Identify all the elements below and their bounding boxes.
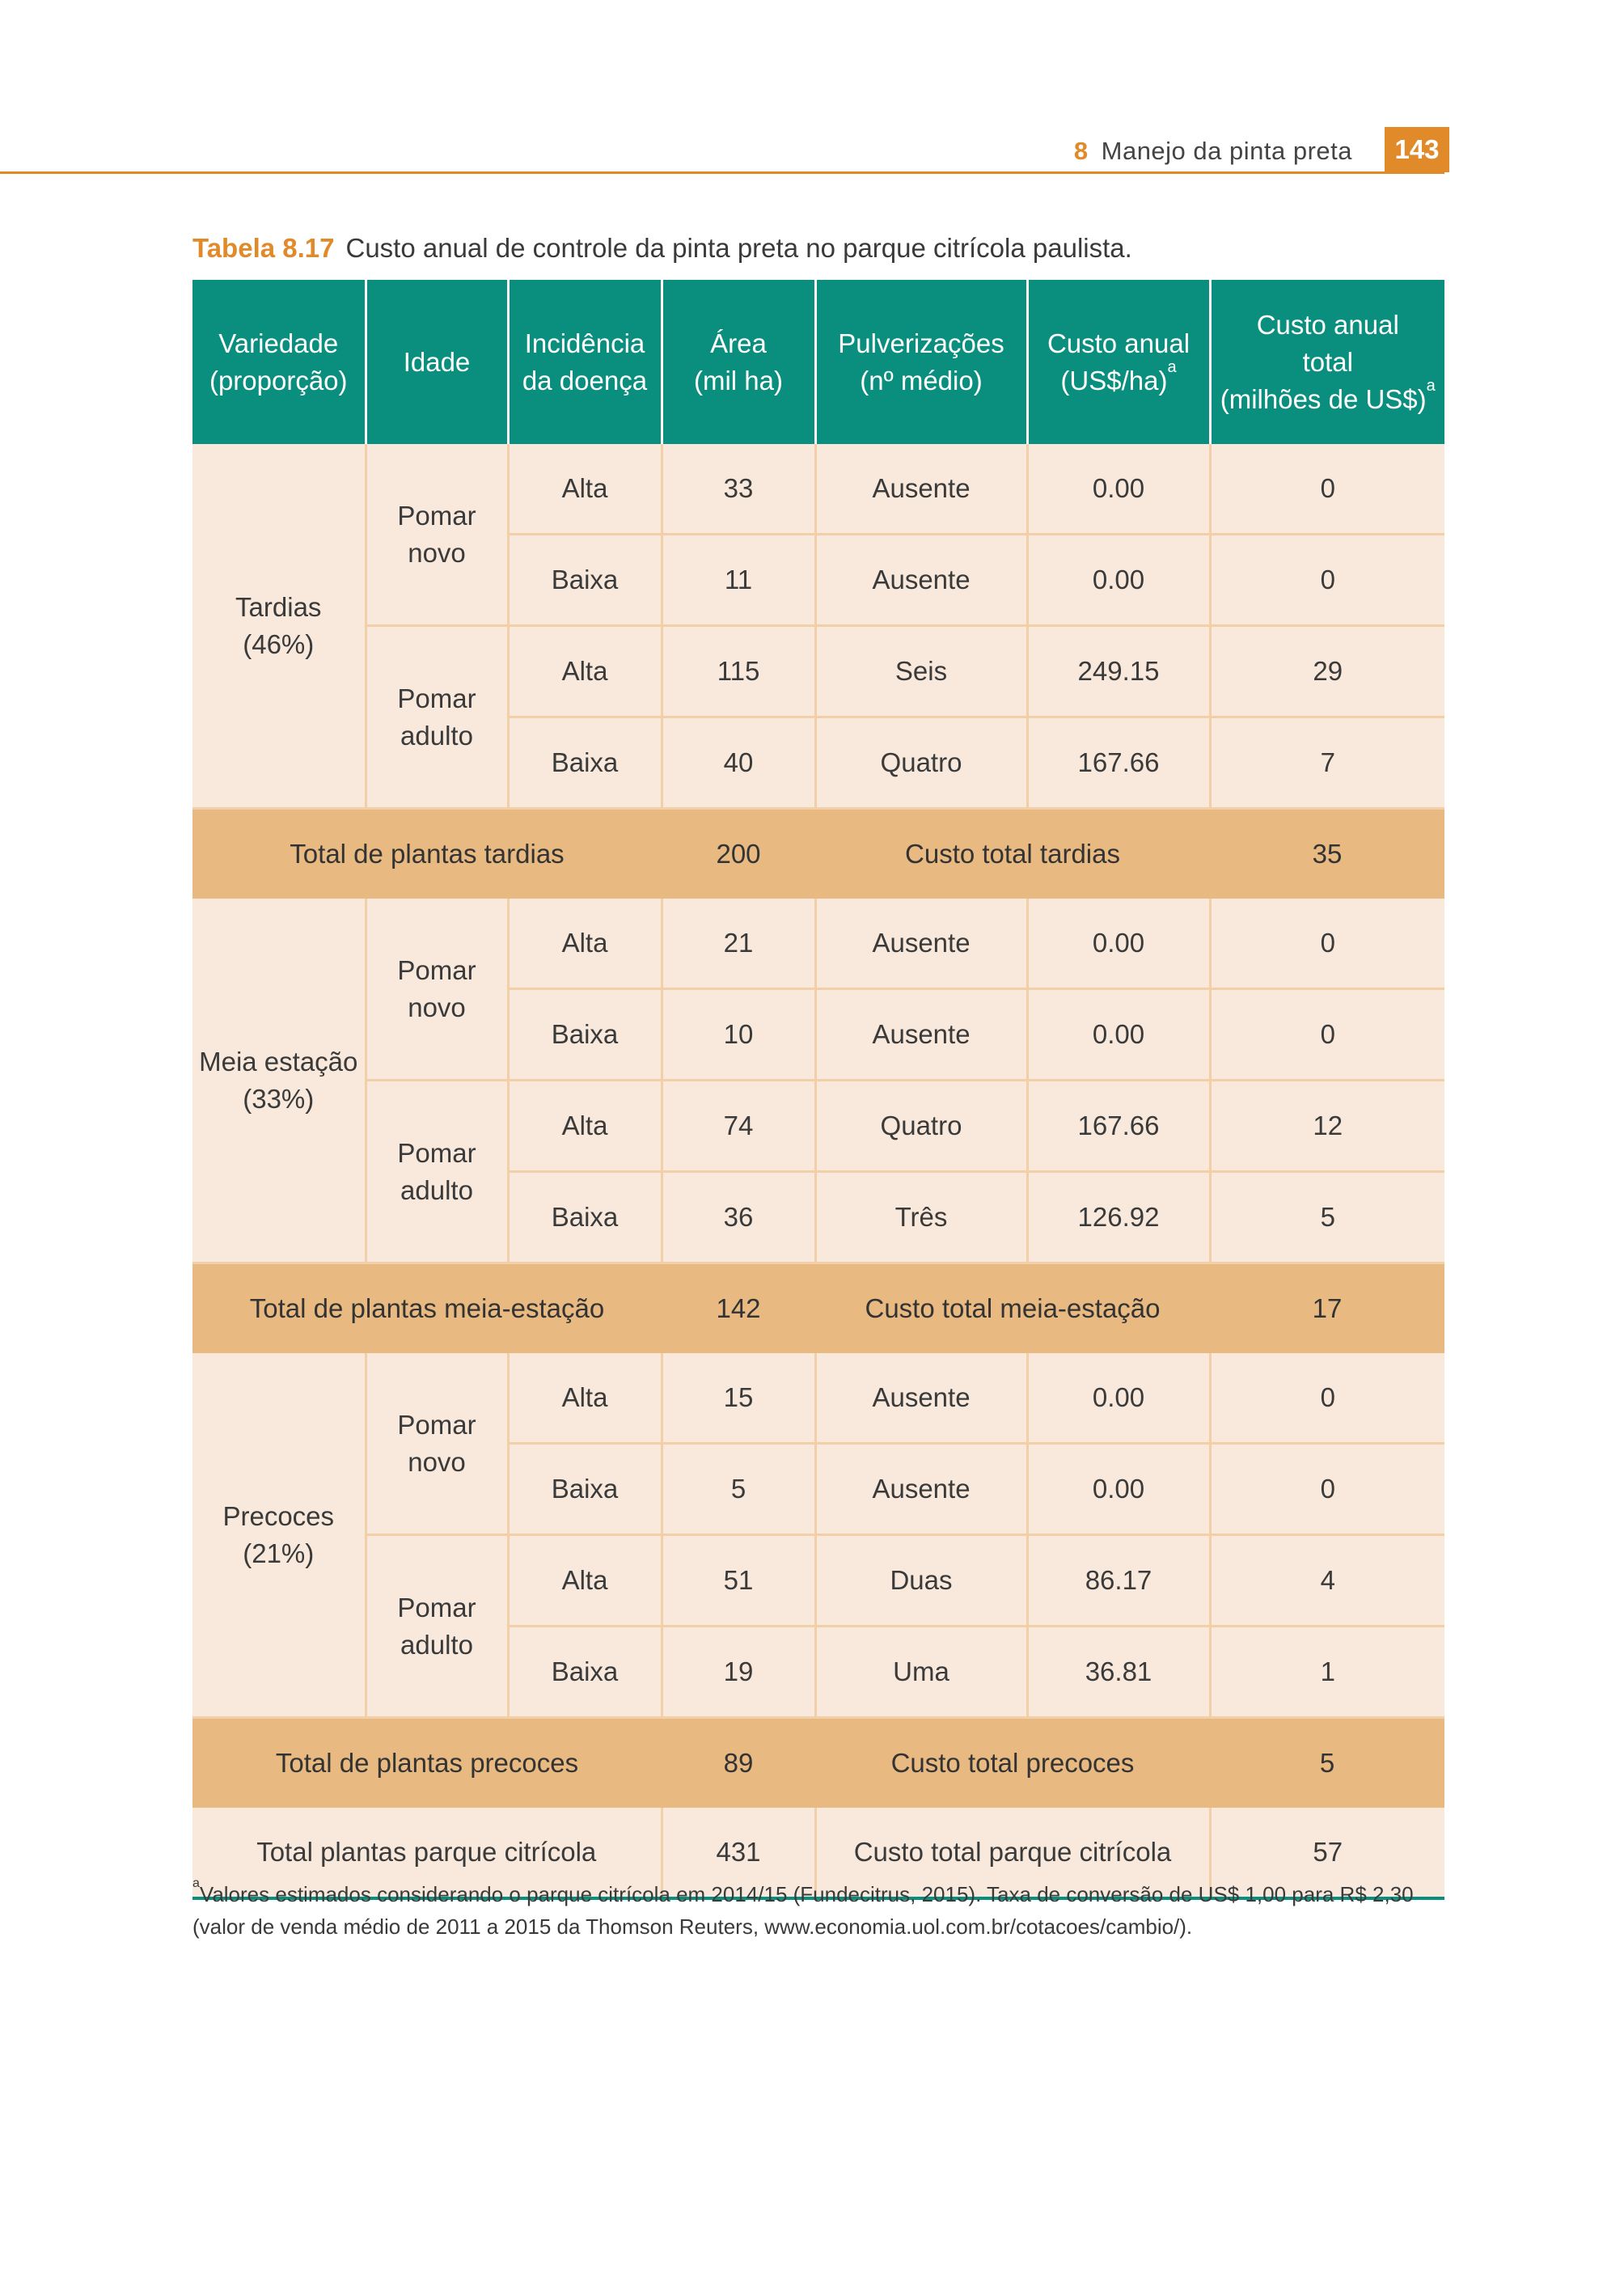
- table-row: [192, 444, 1444, 535]
- column-header: [815, 280, 1027, 444]
- variety-label: Precoces: [222, 1500, 335, 1531]
- footnote-text: Valores estimados considerando o parque citrícola em 2014/15 (Fundecitrus, 2015). Taxa de conversão de US$ 1,00 para R$ 2,30 (valor de venda médio de 2011 a 2015 da Thomson Reuters, www.economia.uol.com.br/cotacoes/cambio/).: [192, 1882, 1414, 1939]
- age-label: Pomar: [397, 1137, 476, 1168]
- column-header-line: (mil ha): [693, 365, 783, 396]
- subtotal-cost: 35: [1210, 809, 1444, 899]
- cost-total-cell: 5: [1210, 1172, 1444, 1263]
- cost-per-ha-cell: 126.92: [1027, 1172, 1210, 1263]
- age-label: adulto: [400, 720, 473, 751]
- age-cell: [366, 1353, 508, 1535]
- age-label: novo: [408, 1446, 466, 1477]
- table-body: [192, 444, 1444, 1898]
- sprays-cell: Ausente: [815, 535, 1027, 626]
- cost-per-ha-cell: 249.15: [1027, 626, 1210, 717]
- age-label: Pomar: [397, 954, 476, 985]
- grand-total-cost-label: Custo total parque citrícola: [815, 1808, 1210, 1898]
- sprays-cell: Uma: [815, 1627, 1027, 1718]
- cost-total-cell: 0: [1210, 899, 1444, 989]
- age-cell: [366, 899, 508, 1081]
- area-cell: 10: [662, 989, 815, 1081]
- cost-total-cell: 0: [1210, 535, 1444, 626]
- column-header-line: Variedade: [218, 328, 339, 358]
- chapter-title: Manejo da pinta preta: [1101, 137, 1352, 165]
- subtotal-label: Total de plantas meia-estação: [192, 1263, 662, 1354]
- cost-total-cell: 0: [1210, 989, 1444, 1081]
- sprays-cell: Ausente: [815, 1353, 1027, 1444]
- variety-cell: [192, 1353, 366, 1718]
- subtotal-label: Total de plantas tardias: [192, 809, 662, 899]
- area-cell: 36: [662, 1172, 815, 1263]
- incidence-cell: Alta: [508, 1535, 662, 1627]
- subtotal-row: [192, 809, 1444, 899]
- table-caption: [192, 233, 1132, 264]
- table-row: [192, 1353, 1444, 1444]
- subtotal-cost: 5: [1210, 1718, 1444, 1809]
- subtotal-label: Total de plantas precoces: [192, 1718, 662, 1809]
- area-cell: 19: [662, 1627, 815, 1718]
- incidence-cell: Baixa: [508, 1172, 662, 1263]
- footnote-marker: a: [192, 1876, 200, 1891]
- cost-per-ha-cell: 0.00: [1027, 989, 1210, 1081]
- cost-per-ha-cell: 0.00: [1027, 535, 1210, 626]
- area-cell: 115: [662, 626, 815, 717]
- area-cell: 11: [662, 535, 815, 626]
- incidence-cell: Baixa: [508, 1627, 662, 1718]
- column-header: [366, 280, 508, 444]
- variety-proportion: (33%): [243, 1083, 315, 1114]
- sprays-cell: Quatro: [815, 717, 1027, 809]
- area-cell: 15: [662, 1353, 815, 1444]
- cost-per-ha-cell: 0.00: [1027, 899, 1210, 989]
- age-label: adulto: [400, 1629, 473, 1660]
- cost-per-ha-cell: 86.17: [1027, 1535, 1210, 1627]
- variety-label: Tardias (46%): [235, 591, 322, 659]
- running-header: [1074, 131, 1352, 171]
- column-header: [1210, 280, 1444, 444]
- age-cell: [366, 1081, 508, 1263]
- age-label: Pomar: [397, 1409, 476, 1440]
- cost-total-cell: 0: [1210, 1444, 1444, 1535]
- sprays-cell: Ausente: [815, 989, 1027, 1081]
- subtotal-area: 200: [662, 809, 815, 899]
- subtotal-row: [192, 1263, 1444, 1354]
- subtotal-area: 89: [662, 1718, 815, 1809]
- variety-cell: [192, 444, 366, 809]
- column-header-line: Custo anual: [1256, 309, 1399, 340]
- age-label: novo: [408, 537, 466, 568]
- table-row: [192, 1081, 1444, 1172]
- age-cell: [366, 1535, 508, 1718]
- table-title: Custo anual de controle da pinta preta no parque citrícola paulista.: [345, 233, 1132, 263]
- area-cell: 5: [662, 1444, 815, 1535]
- incidence-cell: Alta: [508, 626, 662, 717]
- subtotal-area: 142: [662, 1263, 815, 1354]
- sprays-cell: Seis: [815, 626, 1027, 717]
- subtotal-row: [192, 1718, 1444, 1809]
- area-cell: 51: [662, 1535, 815, 1627]
- column-header-line: Idade: [403, 346, 471, 377]
- age-label: Pomar: [397, 500, 476, 531]
- table-header-row: [192, 280, 1444, 444]
- cost-total-cell: 12: [1210, 1081, 1444, 1172]
- sprays-cell: Ausente: [815, 444, 1027, 535]
- footnote-ref: a: [1426, 376, 1436, 395]
- cost-per-ha-cell: 167.66: [1027, 717, 1210, 809]
- age-label: novo: [408, 992, 466, 1022]
- column-header-line: total: [1302, 346, 1353, 377]
- cost-per-ha-cell: 167.66: [1027, 1081, 1210, 1172]
- column-header: [662, 280, 815, 444]
- table-row: [192, 1535, 1444, 1627]
- subtotal-cost-label: Custo total tardias: [815, 809, 1210, 899]
- cost-total-cell: 0: [1210, 444, 1444, 535]
- column-header-line: (nº médio): [860, 365, 983, 396]
- cost-total-cell: 7: [1210, 717, 1444, 809]
- cost-total-cell: 0: [1210, 1353, 1444, 1444]
- area-cell: 74: [662, 1081, 815, 1172]
- age-cell: [366, 626, 508, 809]
- area-cell: 40: [662, 717, 815, 809]
- column-header-line: Incidência: [524, 328, 645, 358]
- grand-total-label: Total plantas parque citrícola: [192, 1808, 662, 1898]
- incidence-cell: Baixa: [508, 535, 662, 626]
- cost-total-cell: 1: [1210, 1627, 1444, 1718]
- sprays-cell: Duas: [815, 1535, 1027, 1627]
- variety-proportion: (21%): [243, 1538, 315, 1568]
- cost-per-ha-cell: 0.00: [1027, 1444, 1210, 1535]
- sprays-cell: Três: [815, 1172, 1027, 1263]
- age-label: Pomar: [397, 683, 476, 713]
- cost-per-ha-cell: 0.00: [1027, 444, 1210, 535]
- incidence-cell: Alta: [508, 1081, 662, 1172]
- chapter-number: 8: [1073, 137, 1089, 165]
- column-header-line: Área: [710, 328, 767, 358]
- column-header-line: (milhões de US$): [1220, 383, 1427, 414]
- sprays-cell: Quatro: [815, 1081, 1027, 1172]
- incidence-cell: Baixa: [508, 1444, 662, 1535]
- sprays-cell: Ausente: [815, 899, 1027, 989]
- cost-per-ha-cell: 0.00: [1027, 1353, 1210, 1444]
- area-cell: 33: [662, 444, 815, 535]
- column-header: [508, 280, 662, 444]
- age-label: Pomar: [397, 1592, 476, 1622]
- footnote-ref: a: [1167, 357, 1177, 376]
- incidence-cell: Alta: [508, 444, 662, 535]
- column-header-line: da doença: [522, 365, 648, 396]
- incidence-cell: Baixa: [508, 989, 662, 1081]
- subtotal-cost-label: Custo total precoces: [815, 1718, 1210, 1809]
- header-rule: [0, 171, 1444, 174]
- column-header-line: (US$/ha): [1060, 365, 1168, 396]
- table-footnote: [192, 1878, 1454, 1943]
- cost-per-ha-cell: 36.81: [1027, 1627, 1210, 1718]
- incidence-cell: Alta: [508, 1353, 662, 1444]
- cost-table: [192, 280, 1444, 1900]
- subtotal-cost: 17: [1210, 1263, 1444, 1354]
- grand-total-area: 431: [662, 1808, 815, 1898]
- table-row: [192, 899, 1444, 989]
- age-label: adulto: [400, 1174, 473, 1205]
- subtotal-cost-label: Custo total meia-estação: [815, 1263, 1210, 1354]
- cost-total-cell: 4: [1210, 1535, 1444, 1627]
- variety-cell: [192, 899, 366, 1263]
- column-header-line: Custo anual: [1047, 328, 1191, 358]
- table-label: Tabela 8.17: [192, 233, 335, 263]
- area-cell: 21: [662, 899, 815, 989]
- page-number: 143: [1385, 127, 1449, 172]
- variety-label: Meia estação: [199, 1046, 358, 1077]
- column-header-line: (proporção): [209, 365, 348, 396]
- grand-total-cost: 57: [1210, 1808, 1444, 1898]
- column-header: [192, 280, 366, 444]
- cost-total-cell: 29: [1210, 626, 1444, 717]
- incidence-cell: Baixa: [508, 717, 662, 809]
- column-header-line: Pulverizações: [838, 328, 1004, 358]
- age-cell: [366, 444, 508, 626]
- column-header: [1027, 280, 1210, 444]
- sprays-cell: Ausente: [815, 1444, 1027, 1535]
- table-row: [192, 626, 1444, 717]
- incidence-cell: Alta: [508, 899, 662, 989]
